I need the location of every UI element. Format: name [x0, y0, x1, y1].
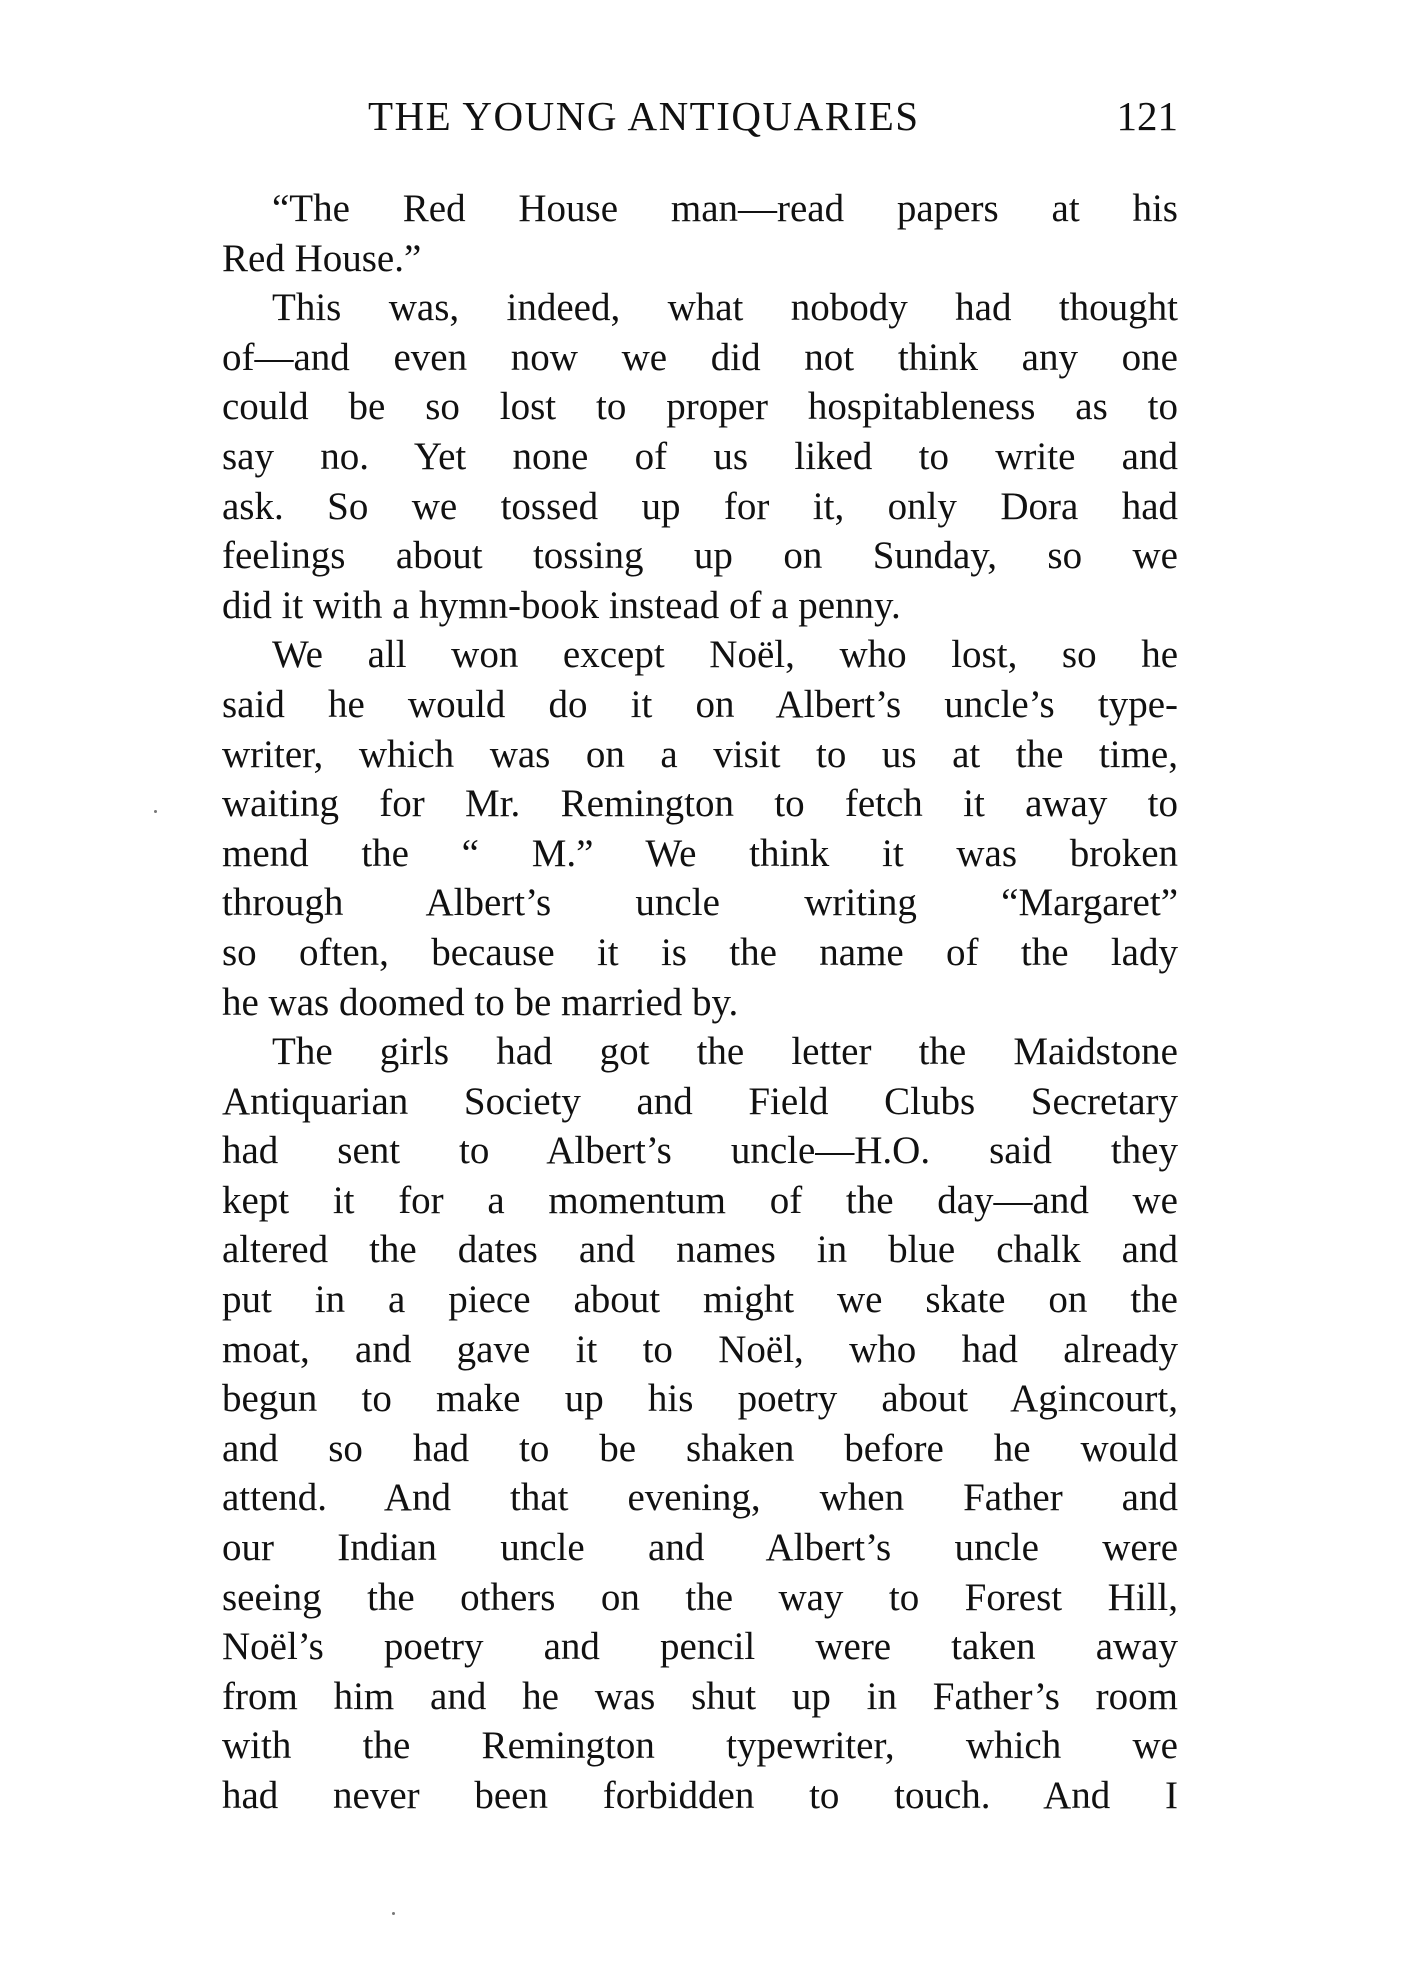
paper-speck	[154, 810, 157, 813]
running-title: THE YOUNG ANTIQUARIES	[368, 93, 920, 139]
text-line: had sent to Albert’s uncle—H.O. said they	[222, 1129, 1178, 1173]
text-line: from him and he was shut up in Father’s room	[222, 1674, 1178, 1718]
body-text	[222, 184, 1178, 1821]
text-line: We all won except Noël, who lost, so he	[272, 633, 1178, 677]
text-line: Antiquarian Society and Field Clubs Secretary	[222, 1079, 1178, 1123]
page-number: 121	[1116, 93, 1178, 139]
paper-speck	[392, 1912, 395, 1915]
text-line: altered the dates and names in blue chalk and	[222, 1228, 1178, 1272]
text-line: waiting for Mr. Remington to fetch it away to	[222, 782, 1178, 826]
text-line: put in a piece about might we skate on the	[222, 1278, 1178, 1322]
text-line: The girls had got the letter the Maidstone	[272, 1030, 1178, 1074]
text-line: writer, which was on a visit to us at the time,	[222, 732, 1178, 776]
text-line: mend the “ M.” We think it was broken	[222, 831, 1178, 875]
text-line: This was, indeed, what nobody had thought	[272, 286, 1178, 330]
text-line: ask. So we tossed up for it, only Dora had	[222, 484, 1178, 528]
text-line: could be so lost to proper hospitableness as to	[222, 385, 1178, 429]
text-line: did it with a hymn-book instead of a penny.	[222, 583, 901, 627]
text-line: said he would do it on Albert’s uncle’s type-	[222, 682, 1178, 726]
text-line: Noël’s poetry and pencil were taken away	[222, 1625, 1178, 1669]
text-line: so often, because it is the name of the lady	[222, 930, 1178, 974]
running-head	[368, 92, 1178, 148]
text-line: attend. And that evening, when Father and	[222, 1476, 1178, 1520]
text-line: he was doomed to be married by.	[222, 980, 739, 1024]
text-line: feelings about tossing up on Sunday, so we	[222, 534, 1178, 578]
text-line: say no. Yet none of us liked to write and	[222, 434, 1178, 478]
text-line: through Albert’s uncle writing “Margaret”	[222, 881, 1178, 925]
text-line: moat, and gave it to Noël, who had already	[222, 1327, 1178, 1371]
text-line: seeing the others on the way to Forest Hill,	[222, 1575, 1178, 1619]
text-line: had never been forbidden to touch. And I	[222, 1774, 1178, 1817]
text-line: our Indian uncle and Albert’s uncle were	[222, 1526, 1178, 1570]
text-line: kept it for a momentum of the day—and we	[222, 1178, 1178, 1222]
text-line: begun to make up his poetry about Agincourt,	[222, 1377, 1178, 1421]
text-line: with the Remington typewriter, which we	[222, 1724, 1178, 1768]
text-line: and so had to be shaken before he would	[222, 1426, 1178, 1470]
text-line: “The Red House man—read papers at his	[272, 187, 1178, 230]
text-line: of—and even now we did not think any one	[222, 335, 1178, 379]
text-line: Red House.”	[222, 236, 422, 280]
